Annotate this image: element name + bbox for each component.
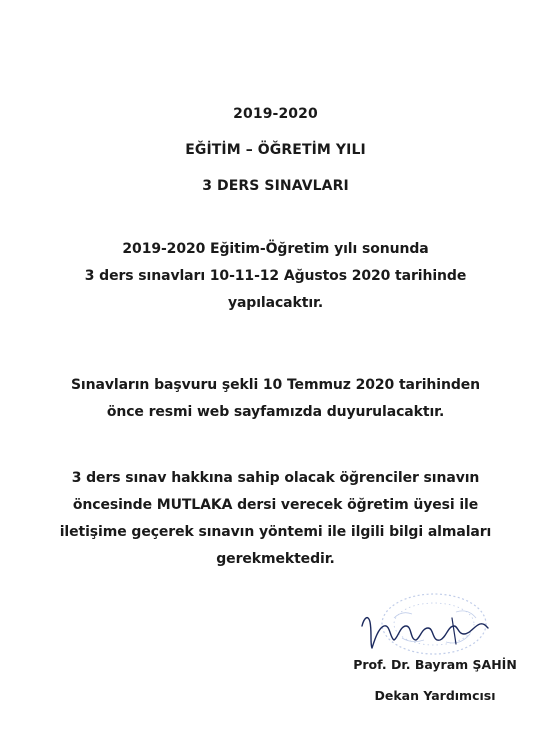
paragraph-instructions xyxy=(0,465,551,573)
paragraph-line: önce resmi web sayfamızda duyurulacaktır. xyxy=(106,404,445,420)
paragraph-line: gerekmektedir. xyxy=(216,551,335,567)
signer-name: Prof. Dr. Bayram ŞAHİN xyxy=(353,657,517,672)
document-header xyxy=(0,96,551,204)
header-academic-year: EĞİTİM – ÖĞRETİM YILI xyxy=(185,142,366,158)
signer-title: Dekan Yardımcısı xyxy=(374,688,496,703)
header-year: 2019-2020 xyxy=(233,106,318,122)
paragraph-line: 2019-2020 Eğitim-Öğretim yılı sonunda xyxy=(122,241,429,257)
paragraph-line: 3 ders sınavları 10-11-12 Ağustos 2020 tarihinde xyxy=(84,268,467,284)
paragraph-line: yapılacaktır. xyxy=(227,295,324,311)
paragraph-line: öncesinde MUTLAKA dersi verecek öğretim üyesi ile xyxy=(72,497,479,513)
paragraph-application xyxy=(0,372,551,426)
paragraph-line: 3 ders sınav hakkına sahip olacak öğrenciler sınavın xyxy=(71,470,480,486)
paragraph-exam-dates xyxy=(0,236,551,317)
paragraph-line: Sınavların başvuru şekli 10 Temmuz 2020 tarihinden xyxy=(70,377,481,393)
paragraph-line: iletişime geçerek sınavın yöntemi ile ilgili bilgi almaları xyxy=(59,524,492,540)
header-exam-title: 3 DERS SINAVLARI xyxy=(202,178,349,194)
